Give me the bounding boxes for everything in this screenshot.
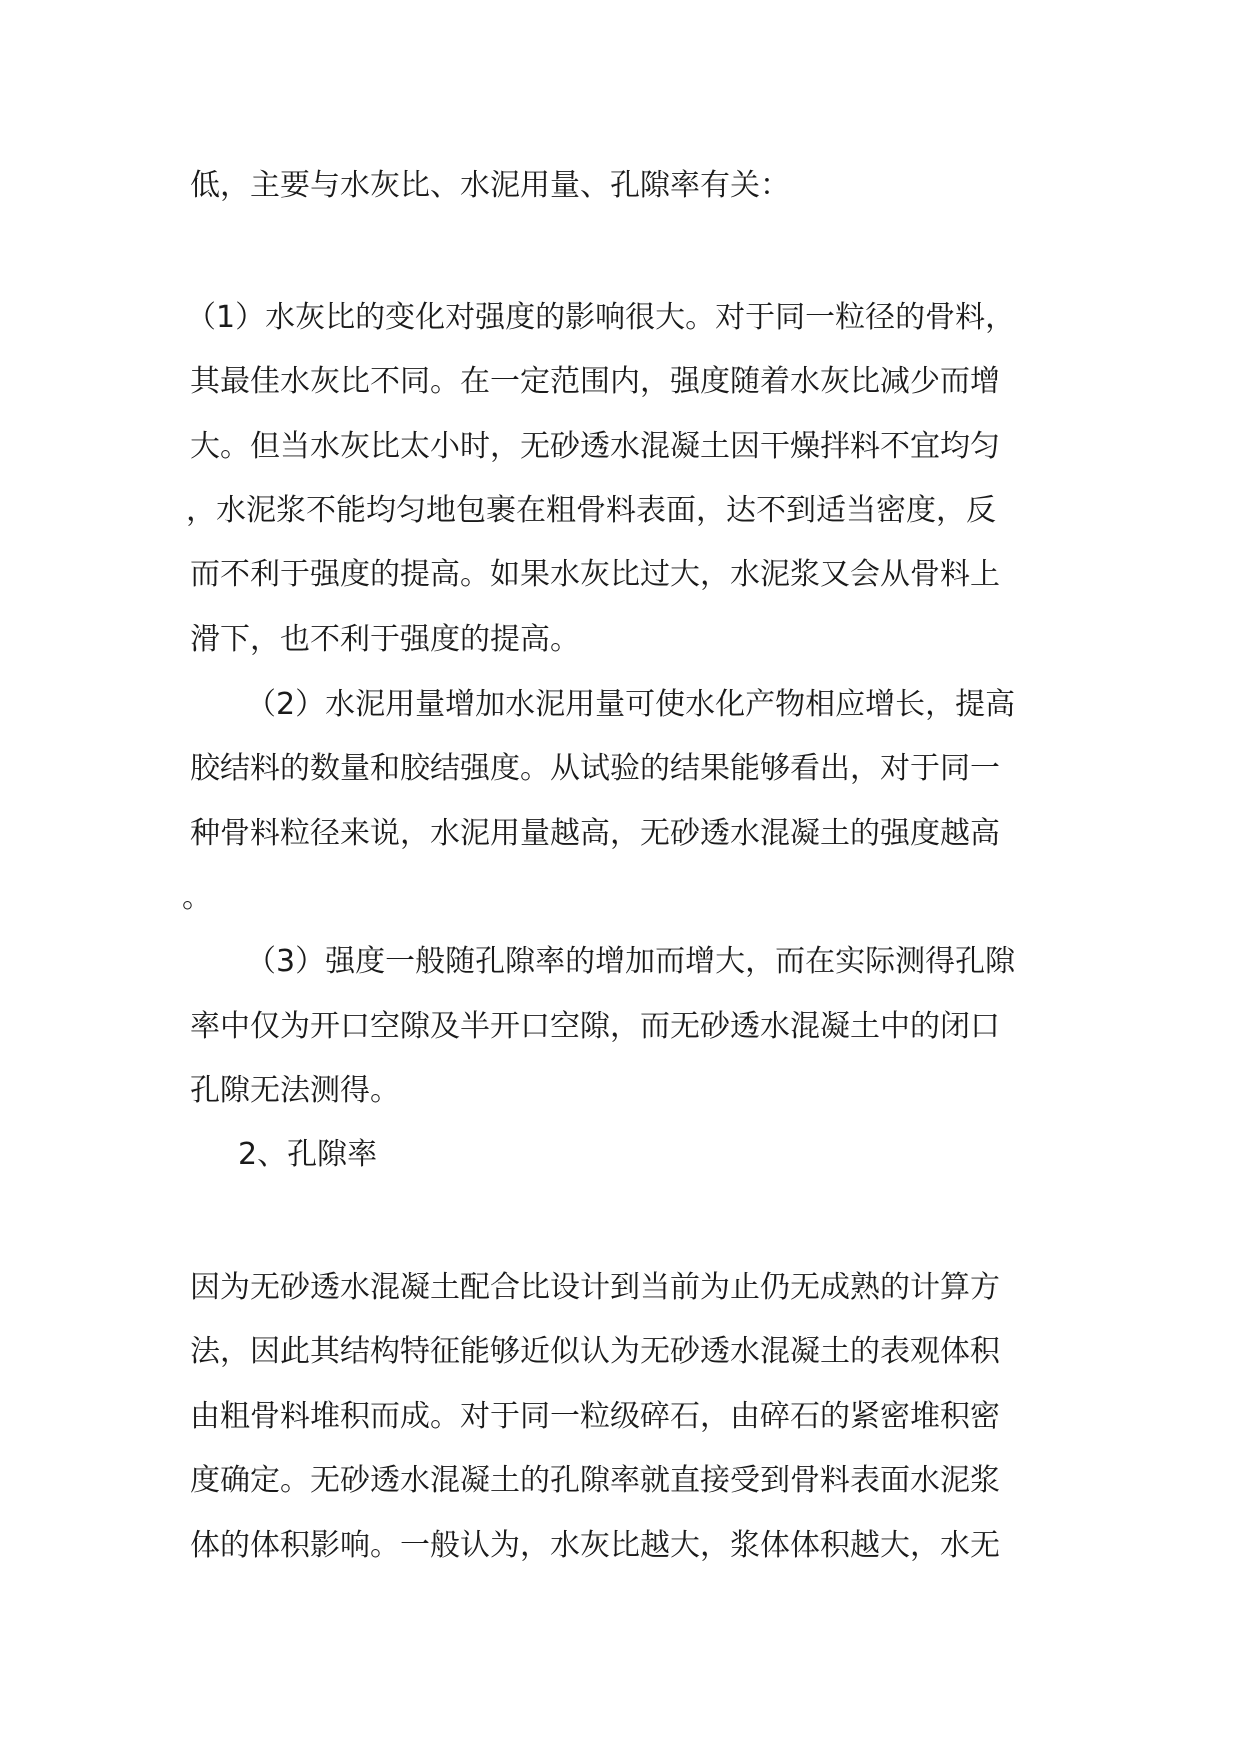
text-line-10: 种骨料粒径来说，水泥用量越高，无砂透水混凝土的强度越高 (190, 816, 1000, 851)
text-line-3: 其最佳水灰比不同。在一定范围内，强度随着水灰比减少而增 (190, 364, 1000, 399)
text-line-13: 率中仅为开口空隙及半开口空隙，而无砂透水混凝土中的闭口 (190, 1009, 1000, 1044)
text-line-11: 。 (182, 880, 212, 915)
text-line-7: 滑下，也不利于强度的提高。 (190, 622, 580, 657)
section-heading: 2、孔隙率 (238, 1137, 378, 1172)
text-line-4: 大。但当水灰比太小时，无砂透水混凝土因干燥拌料不宜均匀 (190, 429, 1000, 464)
text-line-1: 低，主要与水灰比、水泥用量、孔隙率有关： (190, 168, 790, 203)
text-line-5: ，水泥浆不能均匀地包裹在粗骨料表面，达不到适当密度，反 (186, 493, 996, 528)
text-line-18: 由粗骨料堆积而成。对于同一粒级碎石，由碎石的紧密堆积密 (190, 1399, 1000, 1434)
text-line-2: （1）水灰比的变化对强度的影响很大。对于同一粒径的骨料， (186, 300, 1016, 335)
text-line-8: （2）水泥用量增加水泥用量可使水化产物相应增长，提高 (246, 687, 1016, 722)
text-line-14: 孔隙无法测得。 (190, 1073, 400, 1108)
text-line-20: 体的体积影响。一般认为，水灰比越大，浆体体积越大，水无 (190, 1528, 1000, 1563)
text-line-19: 度确定。无砂透水混凝土的孔隙率就直接受到骨料表面水泥浆 (190, 1463, 1000, 1498)
text-line-6: 而不利于强度的提高。如果水灰比过大，水泥浆又会从骨料上 (190, 557, 1000, 592)
text-line-16: 因为无砂透水混凝土配合比设计到当前为止仍无成熟的计算方 (190, 1270, 1000, 1305)
text-line-17: 法，因此其结构特征能够近似认为无砂透水混凝土的表观体积 (190, 1334, 1000, 1369)
text-line-12: （3）强度一般随孔隙率的增加而增大，而在实际测得孔隙 (246, 944, 1016, 979)
text-line-9: 胶结料的数量和胶结强度。从试验的结果能够看出，对于同一 (190, 751, 1000, 786)
